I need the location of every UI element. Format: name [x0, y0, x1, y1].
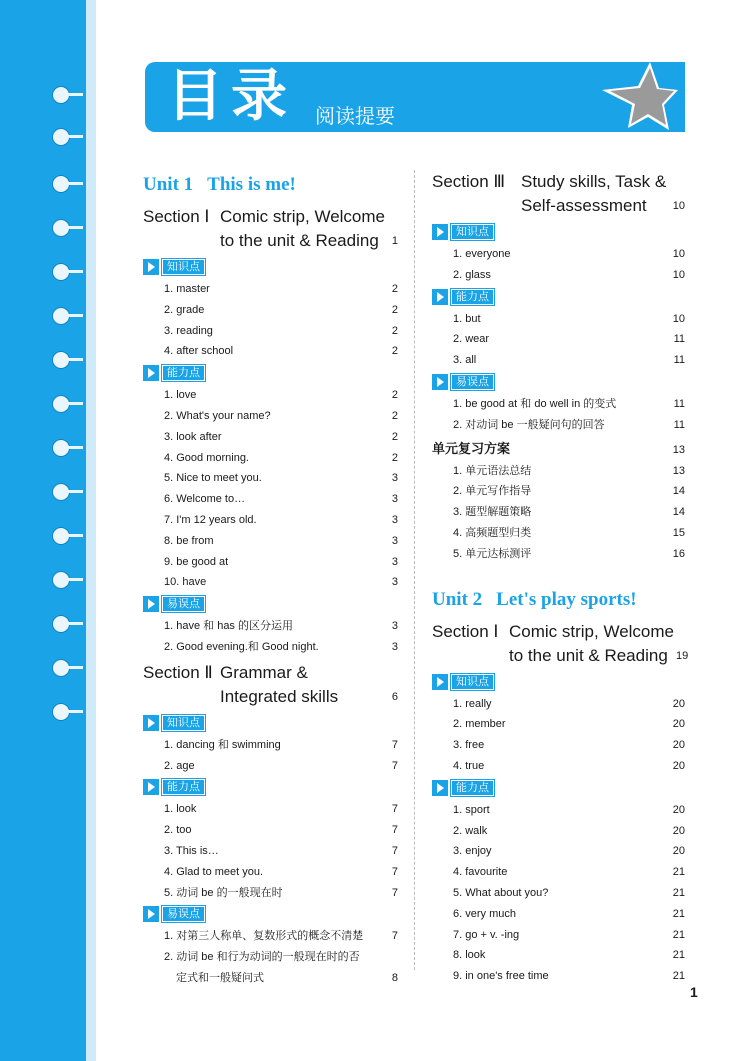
binder-ring: [52, 175, 70, 193]
review-heading[interactable]: [432, 439, 685, 461]
section-title-line: Study skills, Task &: [521, 172, 667, 191]
binder-ring: [52, 571, 70, 589]
list-item[interactable]: [143, 385, 398, 406]
page-ref: 3: [391, 555, 398, 568]
item-text: 1. really: [453, 697, 492, 710]
list-item[interactable]: [432, 244, 685, 265]
item-text: 3. This is…: [164, 844, 219, 857]
list-item[interactable]: [432, 925, 685, 946]
page-ref: 20: [672, 759, 685, 772]
section-label: Section Ⅲ: [432, 172, 506, 191]
item-text: 1. love: [164, 389, 197, 402]
error-list: [143, 616, 398, 658]
page-ref: 3: [391, 493, 398, 506]
list-item[interactable]: [143, 572, 398, 593]
page-ref: 10: [672, 200, 685, 212]
review-title: 单元复习方案: [432, 441, 511, 457]
list-item[interactable]: [143, 448, 398, 469]
page-ref: 13: [672, 464, 685, 477]
item-text: 10. have: [164, 576, 207, 589]
page-ref: 7: [391, 886, 398, 899]
binder-ring: [52, 703, 70, 721]
section-title-line: Integrated skills: [220, 686, 339, 706]
tag-label: 易误点: [450, 373, 495, 391]
page-ref: 20: [672, 803, 685, 816]
page-ref: 20: [672, 718, 685, 731]
section-label: Section Ⅰ: [432, 621, 499, 641]
knowledge-tag: [143, 259, 398, 275]
item-text: 3. look after: [164, 430, 222, 443]
star-icon: [598, 58, 680, 136]
page-ref: 20: [672, 739, 685, 752]
list-item[interactable]: [143, 883, 398, 904]
ability-list: [432, 309, 685, 371]
list-item[interactable]: [143, 799, 398, 820]
unit-number: Unit 1: [143, 174, 194, 195]
section-1-entry[interactable]: [143, 205, 398, 253]
page-ref: 2: [391, 389, 398, 402]
page-ref: 19: [676, 649, 689, 662]
item-text: 1. everyone: [453, 248, 511, 260]
page-ref: 7: [391, 738, 398, 751]
knowledge-list: [143, 279, 398, 362]
item-text: 5. Nice to meet you.: [164, 472, 262, 485]
list-item[interactable]: [143, 926, 398, 947]
page-ref: 20: [672, 824, 685, 837]
list-item[interactable]: [432, 821, 685, 842]
list-item[interactable]: [432, 904, 685, 925]
column-divider: [414, 170, 415, 970]
page-ref: 2: [391, 345, 398, 358]
ability-list: [143, 799, 398, 903]
item-text: 1. dancing 和 swimming: [164, 738, 281, 751]
list-item[interactable]: [432, 694, 685, 715]
item-text: 5. 单元达标测评: [453, 547, 532, 560]
section-title-line: Comic strip, Welcome: [220, 207, 385, 226]
page-ref: 21: [672, 970, 685, 983]
item-text-line: 2. 动词 be 和行为动词的一般现在时的否: [164, 951, 360, 964]
list-item[interactable]: [143, 820, 398, 841]
ability-tag: [143, 365, 398, 381]
page-ref: 11: [673, 333, 685, 346]
section-label: Section Ⅱ: [143, 662, 213, 682]
page-ref: 15: [672, 526, 685, 539]
list-item[interactable]: [143, 468, 398, 489]
page-ref: 21: [672, 866, 685, 879]
list-item[interactable]: [432, 309, 685, 330]
binder-ring: [52, 351, 70, 369]
page-ref: 7: [391, 803, 398, 816]
item-text: 2. 单元写作指导: [453, 485, 532, 498]
page-number: 1: [690, 984, 698, 1000]
item-text: 1. 对第三人称单、复数形式的概念不清楚: [164, 930, 364, 943]
section-2-entry[interactable]: [143, 661, 398, 709]
page-ref: 10: [672, 268, 685, 281]
page-ref: 21: [672, 949, 685, 962]
list-item[interactable]: [143, 947, 398, 989]
list-item[interactable]: [432, 883, 685, 904]
tag-label: 能力点: [161, 778, 206, 796]
ability-tag: [143, 779, 398, 795]
page-ref: 21: [672, 928, 685, 941]
page-ref: 1: [391, 235, 398, 247]
page-ref: 11: [673, 418, 685, 431]
item-text: 7. I'm 12 years old.: [164, 513, 257, 526]
binder-ring: [52, 263, 70, 281]
binder-ring: [52, 128, 70, 146]
list-item[interactable]: [432, 841, 685, 862]
list-item[interactable]: [432, 800, 685, 821]
item-text: 8. be from: [164, 534, 214, 547]
list-item[interactable]: [143, 279, 398, 300]
tag-label: 能力点: [450, 779, 495, 797]
tag-label: 知识点: [161, 258, 206, 276]
list-item[interactable]: [432, 735, 685, 756]
error-tag: [432, 374, 685, 390]
page-ref: 20: [672, 845, 685, 858]
page-ref: 21: [672, 907, 685, 920]
knowledge-list: [432, 244, 685, 286]
page-ref: 7: [391, 844, 398, 857]
list-item[interactable]: [143, 489, 398, 510]
unit-name: This is me!: [207, 174, 296, 195]
item-text: 2. wear: [453, 333, 490, 346]
list-item[interactable]: [143, 427, 398, 448]
page-ref: 2: [391, 430, 398, 443]
section-title: [220, 661, 382, 709]
unit-2-heading[interactable]: [432, 585, 685, 615]
error-list: [143, 926, 398, 988]
list-item[interactable]: [143, 321, 398, 342]
item-text: 2. walk: [453, 824, 488, 837]
list-item[interactable]: [143, 616, 398, 637]
section-title-line: Grammar &: [220, 662, 308, 682]
item-text: 5. What about you?: [453, 886, 549, 899]
item-text: 9. be good at: [164, 555, 229, 568]
item-text: 3. all: [453, 354, 477, 367]
knowledge-list: [143, 735, 398, 777]
item-text: 2. age: [164, 759, 195, 772]
binder-ring: [52, 527, 70, 545]
section-title-line: Comic strip, Welcome: [509, 621, 674, 641]
page-ref: 16: [672, 547, 685, 560]
play-arrow-icon: [143, 365, 159, 381]
play-arrow-icon: [432, 374, 448, 390]
item-text: 3. reading: [164, 324, 213, 337]
tag-label: 知识点: [450, 223, 495, 241]
page-ref: 8: [391, 971, 398, 984]
binder-edge: [86, 0, 96, 1061]
play-arrow-icon: [432, 289, 448, 305]
review-list: [432, 461, 685, 565]
list-item[interactable]: [432, 350, 685, 371]
knowledge-tag: [432, 224, 685, 240]
error-tag: [143, 596, 398, 612]
item-text: 4. Glad to meet you.: [164, 865, 264, 878]
error-list: [432, 394, 685, 436]
page-title: 目录: [167, 64, 295, 129]
item-text: 8. look: [453, 949, 486, 962]
section-title: [521, 170, 669, 218]
item-text: [164, 947, 382, 989]
tag-label: 易误点: [161, 905, 206, 923]
page-ref: 3: [391, 576, 398, 589]
list-item[interactable]: [432, 265, 685, 286]
play-arrow-icon: [143, 259, 159, 275]
list-item[interactable]: [143, 531, 398, 552]
page-ref: 11: [673, 397, 685, 410]
page-ref: 2: [391, 283, 398, 295]
error-tag: [143, 906, 398, 922]
page-ref: 20: [672, 697, 685, 710]
item-text: 2. too: [164, 824, 192, 837]
list-item[interactable]: [143, 862, 398, 883]
list-item[interactable]: [432, 329, 685, 350]
page-ref: 3: [391, 513, 398, 526]
list-item[interactable]: [432, 945, 685, 966]
section-3-entry[interactable]: [432, 170, 685, 218]
ability-list: [143, 385, 398, 593]
list-item[interactable]: [432, 862, 685, 883]
page-subtitle: 阅读提要: [315, 104, 395, 128]
item-text: 1. master: [164, 283, 210, 295]
item-text: 1. have 和 has 的区分运用: [164, 620, 293, 633]
list-item[interactable]: [143, 300, 398, 321]
play-arrow-icon: [143, 596, 159, 612]
tag-label: 知识点: [450, 673, 495, 691]
item-text: 3. free: [453, 739, 485, 752]
play-arrow-icon: [143, 779, 159, 795]
play-arrow-icon: [432, 674, 448, 690]
page-ref: 3: [391, 472, 398, 485]
list-item[interactable]: [432, 461, 685, 482]
section-title-line: to the unit & Reading: [509, 645, 668, 665]
binder-ring: [52, 307, 70, 325]
list-item[interactable]: [432, 966, 685, 987]
binder-ring: [52, 395, 70, 413]
list-item[interactable]: [432, 415, 685, 436]
item-text: 4. favourite: [453, 866, 508, 879]
item-text: 4. Good morning.: [164, 451, 249, 464]
list-item[interactable]: [143, 637, 398, 658]
binder-ring: [52, 219, 70, 237]
section-title-line: Self-assessment: [521, 196, 647, 215]
section-title: [509, 620, 674, 668]
ability-list: [432, 800, 685, 987]
item-text: 1. 单元语法总结: [453, 464, 532, 477]
item-text: 3. 题型解题策略: [453, 506, 532, 519]
ability-tag: [432, 289, 685, 305]
page-ref: 2: [391, 303, 398, 316]
item-text: 7. go + v. -ing: [453, 928, 520, 941]
section-label: Section Ⅰ: [143, 207, 210, 226]
item-text: 2. grade: [164, 303, 205, 316]
item-text: 1. but: [453, 312, 481, 325]
page-ref: 10: [672, 312, 685, 325]
list-item[interactable]: [432, 544, 685, 565]
item-text: 4. after school: [164, 345, 234, 358]
item-text: 1. be good at 和 do well in 的变式: [453, 397, 617, 410]
toc-left-column: [143, 170, 398, 992]
page-ref: 3: [391, 620, 398, 633]
page-ref: 11: [673, 354, 685, 367]
tag-label: 易误点: [161, 595, 206, 613]
binder-ring: [52, 86, 70, 104]
unit-name: Let's play sports!: [496, 588, 637, 610]
knowledge-list: [432, 694, 685, 777]
list-item[interactable]: [432, 502, 685, 523]
binder-ring: [52, 659, 70, 677]
binder-ring: [52, 615, 70, 633]
list-item[interactable]: [432, 756, 685, 777]
page-ref: 3: [391, 534, 398, 547]
list-item[interactable]: [143, 510, 398, 531]
list-item[interactable]: [143, 341, 398, 362]
list-item[interactable]: [432, 714, 685, 735]
section-1-entry[interactable]: [432, 620, 689, 668]
list-item[interactable]: [143, 841, 398, 862]
list-item[interactable]: [143, 552, 398, 573]
list-item[interactable]: [432, 481, 685, 502]
item-text: 2. 对动词 be 一般疑问句的回答: [453, 418, 605, 431]
page-ref: 3: [391, 640, 398, 653]
item-text: 6. very much: [453, 907, 516, 920]
toc-right-column: [432, 170, 689, 990]
page-ref: 2: [391, 409, 398, 422]
item-text: 1. look: [164, 803, 197, 816]
tag-label: 能力点: [161, 364, 206, 382]
item-text: 6. Welcome to…: [164, 493, 246, 506]
item-text: 2. glass: [453, 268, 491, 281]
play-arrow-icon: [143, 906, 159, 922]
page-ref: 7: [391, 865, 398, 878]
binder-strip: [0, 0, 96, 1061]
play-arrow-icon: [432, 224, 448, 240]
play-arrow-icon: [143, 715, 159, 731]
item-text: 4. true: [453, 759, 485, 772]
page-ref: 14: [672, 506, 685, 519]
page-ref: 7: [391, 759, 398, 772]
unit-1-heading[interactable]: [143, 170, 398, 200]
section-title-line: to the unit & Reading: [220, 231, 379, 250]
ability-tag: [432, 780, 685, 796]
item-text: 4. 高频题型归类: [453, 526, 532, 539]
item-text: 2. What's your name?: [164, 409, 271, 422]
page-ref: 7: [391, 930, 398, 943]
list-item[interactable]: [432, 523, 685, 544]
page-ref: 13: [672, 443, 685, 456]
list-item[interactable]: [143, 406, 398, 427]
page-ref: 6: [391, 690, 398, 703]
item-text: 2. Good evening.和 Good night.: [164, 640, 319, 653]
section-title: [220, 205, 385, 253]
item-text: 5. 动词 be 的一般现在时: [164, 886, 283, 899]
page-ref: 2: [391, 451, 398, 464]
binder-ring: [52, 483, 70, 501]
knowledge-tag: [432, 674, 685, 690]
list-item[interactable]: [432, 394, 685, 415]
item-text-line: 定式和一般疑问式: [176, 971, 264, 984]
tag-label: 知识点: [161, 714, 206, 732]
item-text: 9. in one's free time: [453, 970, 549, 983]
list-item[interactable]: [143, 756, 398, 777]
page-ref: 10: [672, 248, 685, 260]
page-ref: 14: [672, 485, 685, 498]
item-text: 1. sport: [453, 803, 490, 816]
tag-label: 能力点: [450, 288, 495, 306]
page-ref: 21: [672, 886, 685, 899]
play-arrow-icon: [432, 780, 448, 796]
page-ref: 7: [391, 824, 398, 837]
page-ref: 2: [391, 324, 398, 337]
list-item[interactable]: [143, 735, 398, 756]
binder-ring: [52, 439, 70, 457]
item-text: 2. member: [453, 718, 506, 731]
unit-number: Unit 2: [432, 588, 483, 610]
knowledge-tag: [143, 715, 398, 731]
item-text: 3. enjoy: [453, 845, 492, 858]
